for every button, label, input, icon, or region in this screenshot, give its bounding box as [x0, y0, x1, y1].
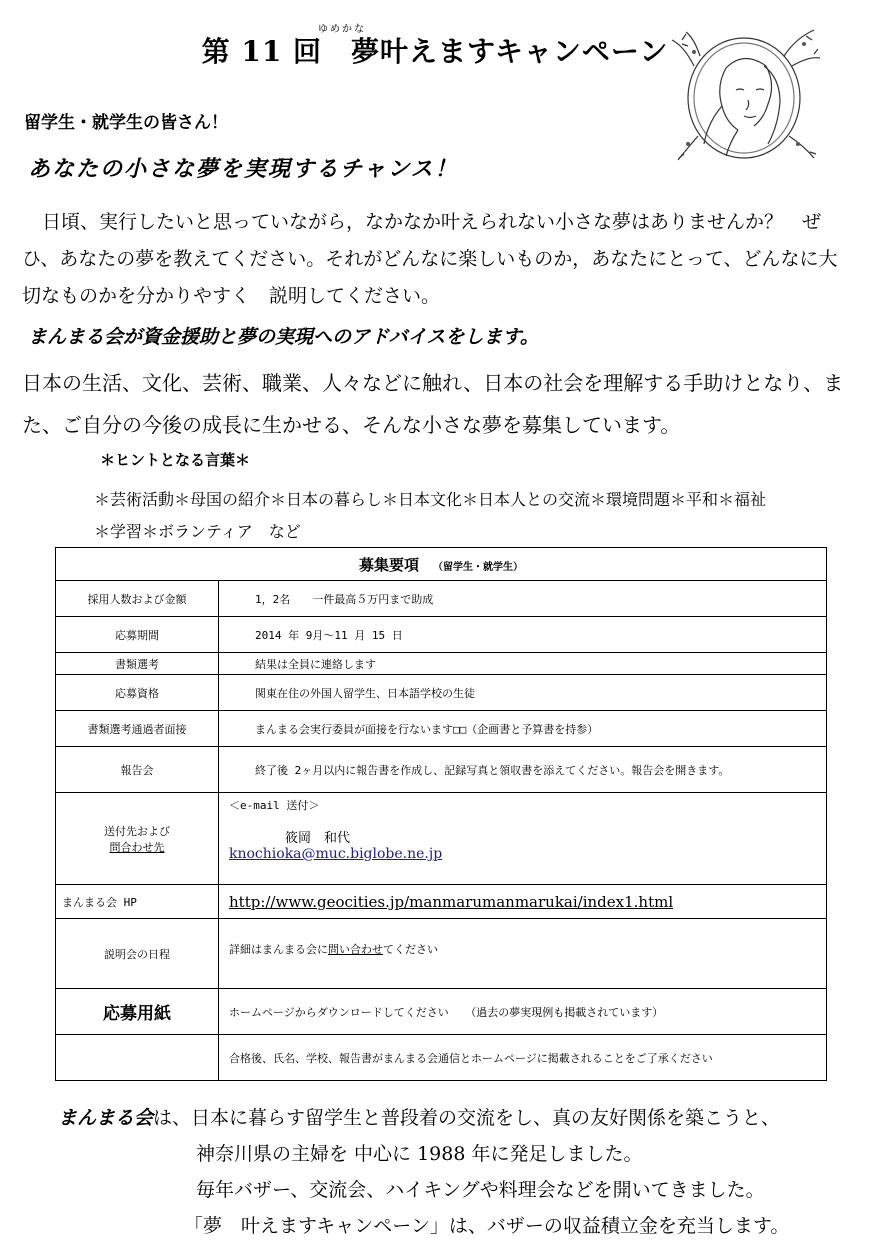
footer-line-4: 「夢 叶えますキャンペーン」は、バザーの収益積立金を充当します。 [184, 1215, 790, 1237]
row-label-briefing: 説明会の日程 [56, 919, 219, 989]
row-value-consent: 合格後、氏名、学校、報告書がまんまる会通信とホームページに掲載されることをご了承ください [219, 1035, 827, 1081]
table-heading-row [56, 548, 827, 581]
briefing-inquiry-link[interactable]: 問い合わせ [328, 943, 383, 956]
table-row [56, 581, 827, 617]
row-label-report: 報告会 [56, 747, 219, 793]
row-value-contact [219, 793, 827, 885]
support-subhead: まんまる会が資金援助と夢の実現へのアドバイスをします。 [28, 326, 539, 348]
row-value-screening: 結果は全員に連絡します [219, 653, 827, 675]
hints-line-1: ＊芸術活動＊母国の紹介＊日本の暮らし＊日本文化＊日本人との交流＊環境問題＊平和＊福祉 [94, 490, 767, 509]
row-value-application: ホームページからダウンロードしてください （過去の夢実現例も掲載されています） [219, 989, 827, 1035]
row-value-homepage [219, 885, 827, 919]
table-row-homepage [56, 885, 827, 919]
table-row [56, 711, 827, 747]
table-row [56, 675, 827, 711]
table-row [56, 653, 827, 675]
hints-title: ＊ヒントとなる言葉＊ [100, 451, 251, 469]
purpose-paragraph: 日本の生活、文化、芸術、職業、人々などに触れ、日本の社会を理解する手助けとなり、また、ご自分の今後の成長に生かせる、そんな小さな夢を募集しています。 [22, 371, 844, 437]
girl-illustration [664, 26, 824, 164]
requirements-table [55, 547, 827, 1081]
contact-method: ＜e-mail 送付＞ [229, 799, 320, 812]
row-value-interview: まんまる会実行委員が面接を行ないます□□（企画書と予算書を持参） [219, 711, 827, 747]
footer-about [58, 1100, 838, 1244]
row-value-period: 2014 年 9月～11 月 15 日 [219, 617, 827, 653]
footer-line-2: 神奈川県の主婦を 中心に 1988 年に発足しました。 [196, 1143, 643, 1165]
contact-label-line-1: 送付先および [104, 824, 170, 838]
row-value-eligibility: 関東在住の外国人留学生、日本語学校の生徒 [219, 675, 827, 711]
catchphrase: あなたの小さな夢を実現するチャンス！ [28, 156, 459, 182]
table-row-briefing [56, 919, 827, 989]
row-label-recruitment: 採用人数および金額 [56, 581, 219, 617]
row-label-homepage: まんまる会 HP [56, 885, 219, 919]
intro-paragraph: 日頃、実行したいと思っていながら，なかなか叶えられない小さな夢はありませんか？ ぜひ、あなたの夢を教えてください。それがどんなに楽しいものか，あなたにとって、どんなに大切なものかを分かりやすく 説明してください。 [22, 211, 838, 307]
table-row-application [56, 989, 827, 1035]
row-label-consent-empty [56, 1035, 219, 1081]
homepage-link[interactable]: http://www.geocities.jp/manmarumanmarukai/index1.html [229, 892, 674, 911]
row-label-application: 応募用紙 [56, 989, 219, 1035]
contact-email-link[interactable]: knochioka@muc.biglobe.ne.jp [229, 846, 443, 862]
page-title: 第 11 回 夢叶えますキャンペーン [201, 35, 669, 68]
row-label-period: 応募期間 [56, 617, 219, 653]
contact-label-line-2: 問合わせ先 [109, 840, 165, 854]
footer-lead: まんまる会 [58, 1107, 154, 1129]
row-value-recruitment: 1，2名 一件最高５万円まで助成 [219, 581, 827, 617]
title-ruby: ゆめかな [318, 24, 366, 35]
table-heading-note: （留学生・就学生） [433, 561, 523, 573]
table-row [56, 617, 827, 653]
footer-line-1-text: は、日本に暮らす留学生と普段着の交流をし、真の友好関係を築こうと、 [153, 1107, 781, 1129]
table-row-contact [56, 793, 827, 885]
row-label-screening: 書類選考 [56, 653, 219, 675]
hints-line-2: ＊学習＊ボランティア など [94, 522, 301, 541]
table-heading [56, 548, 827, 581]
contact-name: 筱岡 和代 [285, 831, 351, 846]
table-row-consent [56, 1035, 827, 1081]
row-value-briefing [219, 919, 827, 989]
briefing-text-post: てください [383, 943, 438, 956]
greeting: 留学生・就学生の皆さん！ [24, 113, 228, 133]
row-label-eligibility: 応募資格 [56, 675, 219, 711]
row-label-contact [56, 793, 219, 885]
table-row [56, 747, 827, 793]
briefing-text-pre: 詳細はまんまる会に [229, 943, 328, 956]
footer-line-3: 毎年バザー、交流会、ハイキングや料理会などを開いてきました。 [196, 1179, 765, 1201]
row-label-interview: 書類選考通過者面接 [56, 711, 219, 747]
row-value-report: 終了後 2ヶ月以内に報告書を作成し、記録写真と領収書を添えてください。報告会を開きます。 [219, 747, 827, 793]
footer-line-1 [58, 1100, 838, 1136]
hints-list [94, 484, 834, 548]
table-heading-title: 募集要項 [358, 555, 419, 574]
